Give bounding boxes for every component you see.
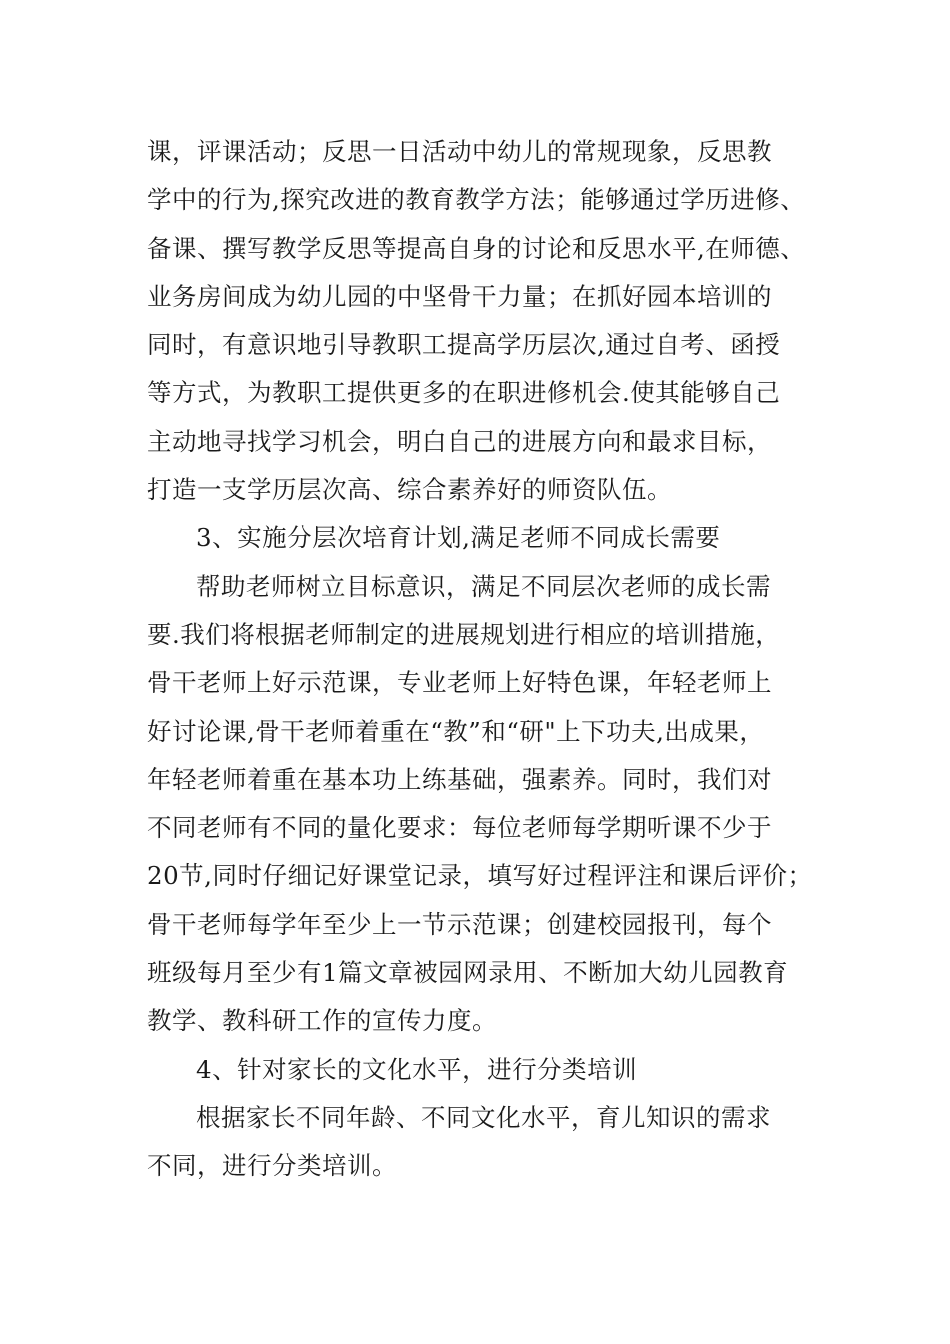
text-line: 同时，有意识地引导教职工提高学历层次,通过自考、函授 xyxy=(147,330,781,360)
paragraph-start: 根据家长不同年龄、不同文化水平，育儿知识的需求 xyxy=(196,1102,771,1132)
text-line: 骨干老师每学年至少上一节示范课；创建校园报刊，每个 xyxy=(147,909,772,939)
text-line: 主动地寻找学习机会，明白自己的进展方向和最求目标， xyxy=(147,426,772,456)
text-line: 不同老师有不同的量化要求：每位老师每学期听课不少于 xyxy=(147,813,772,843)
text-line: 班级每月至少有1篇文章被园网录用、不断加大幼儿园教育 xyxy=(147,958,789,988)
text-line: 骨干老师上好示范课，专业老师上好特色课，年轻老师上 xyxy=(147,668,772,698)
text-line: 好讨论课,骨干老师着重在“教”和“研"上下功夫,出成果， xyxy=(147,716,765,746)
text-line: 课，评课活动；反思一日活动中幼儿的常规现象，反思教 xyxy=(147,137,772,166)
text-line: 年轻老师着重在基本功上练基础，强素养。同时，我们对 xyxy=(147,764,772,794)
text-line: 教学、教科研工作的宣传力度。 xyxy=(147,1006,497,1036)
text-line: 打造一支学历层次高、综合素养好的师资队伍。 xyxy=(147,475,672,505)
text-line: 学中的行为,探究改进的教育教学方法；能够通过学历进修、 xyxy=(147,185,806,215)
text-line: 等方式，为教职工提供更多的在职进修机会.使其能够自己 xyxy=(147,378,781,408)
text-line: 不同，进行分类培训。 xyxy=(147,1151,397,1181)
text-line: 业务房间成为幼儿园的中坚骨干力量；在抓好园本培训的 xyxy=(147,281,772,311)
paragraph-start: 帮助老师树立目标意识，满足不同层次老师的成长需 xyxy=(196,571,771,601)
section-heading-4: 4、针对家长的文化水平，进行分类培训 xyxy=(196,1054,638,1084)
text-line: 20节,同时仔细记好课堂记录，填写好过程评注和课后评价； xyxy=(147,861,813,891)
text-line: 备课、撰写教学反思等提高自身的讨论和反思水平,在师德、 xyxy=(147,233,806,263)
body-text xyxy=(147,128,827,1191)
text-line: 要.我们将根据老师制定的进展规划进行相应的培训措施， xyxy=(147,619,781,649)
section-heading-3: 3、实施分层次培育计划,满足老师不同成长需要 xyxy=(196,523,721,553)
